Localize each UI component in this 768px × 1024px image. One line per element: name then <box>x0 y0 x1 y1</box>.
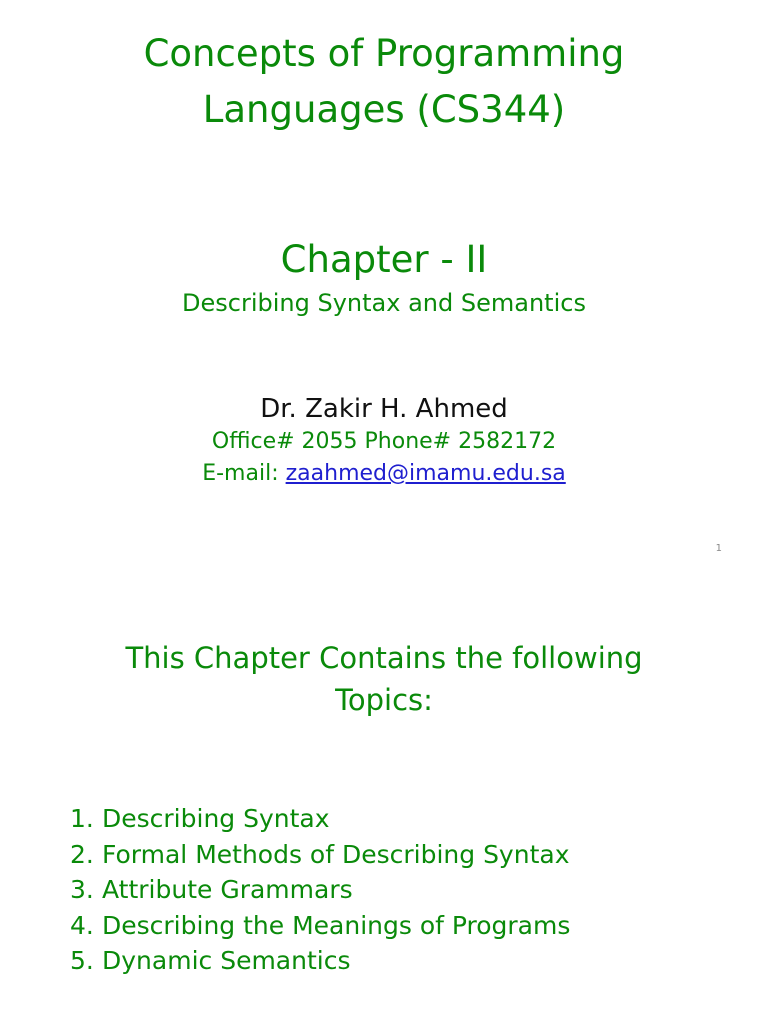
email-label: E-mail: <box>202 461 279 486</box>
page-number: 1 <box>715 543 722 554</box>
topic-label: Dynamic Semantics <box>102 946 351 975</box>
topic-item <box>70 837 570 873</box>
email-line <box>0 460 768 488</box>
email-link[interactable]: zaahmed@imamu.edu.sa <box>285 461 566 486</box>
topic-label: Attribute Grammars <box>102 875 353 904</box>
topic-number: 4. <box>70 910 94 940</box>
chapter-subtitle: Describing Syntax and Semantics <box>182 289 586 317</box>
course-title-line-1: Concepts of Programming <box>143 32 625 75</box>
topics-heading <box>0 637 768 721</box>
topic-label: Formal Methods of Describing Syntax <box>102 839 570 869</box>
topic-number: 5. <box>70 946 94 975</box>
topics-heading-line-1: This Chapter Contains the following <box>125 641 643 675</box>
office-info: Office# 2055 Phone# 2582172 <box>211 429 557 454</box>
topic-item <box>70 908 570 944</box>
topics-list <box>70 801 570 979</box>
topic-item <box>70 872 570 908</box>
topic-item <box>70 943 570 979</box>
author-name: Dr. Zakir H. Ahmed <box>260 394 508 424</box>
slide-2 <box>0 565 768 1024</box>
chapter-title: Chapter - II <box>280 238 488 281</box>
course-title <box>0 26 768 138</box>
topic-number: 1. <box>70 804 94 833</box>
topic-item <box>70 801 570 837</box>
topic-number: 2. <box>70 839 94 869</box>
topic-number: 3. <box>70 875 94 904</box>
topic-label: Describing Syntax <box>102 804 330 833</box>
topic-label: Describing the Meanings of Programs <box>102 910 571 940</box>
course-title-line-2: Languages (CS344) <box>202 88 566 131</box>
topics-heading-line-2: Topics: <box>335 683 433 717</box>
